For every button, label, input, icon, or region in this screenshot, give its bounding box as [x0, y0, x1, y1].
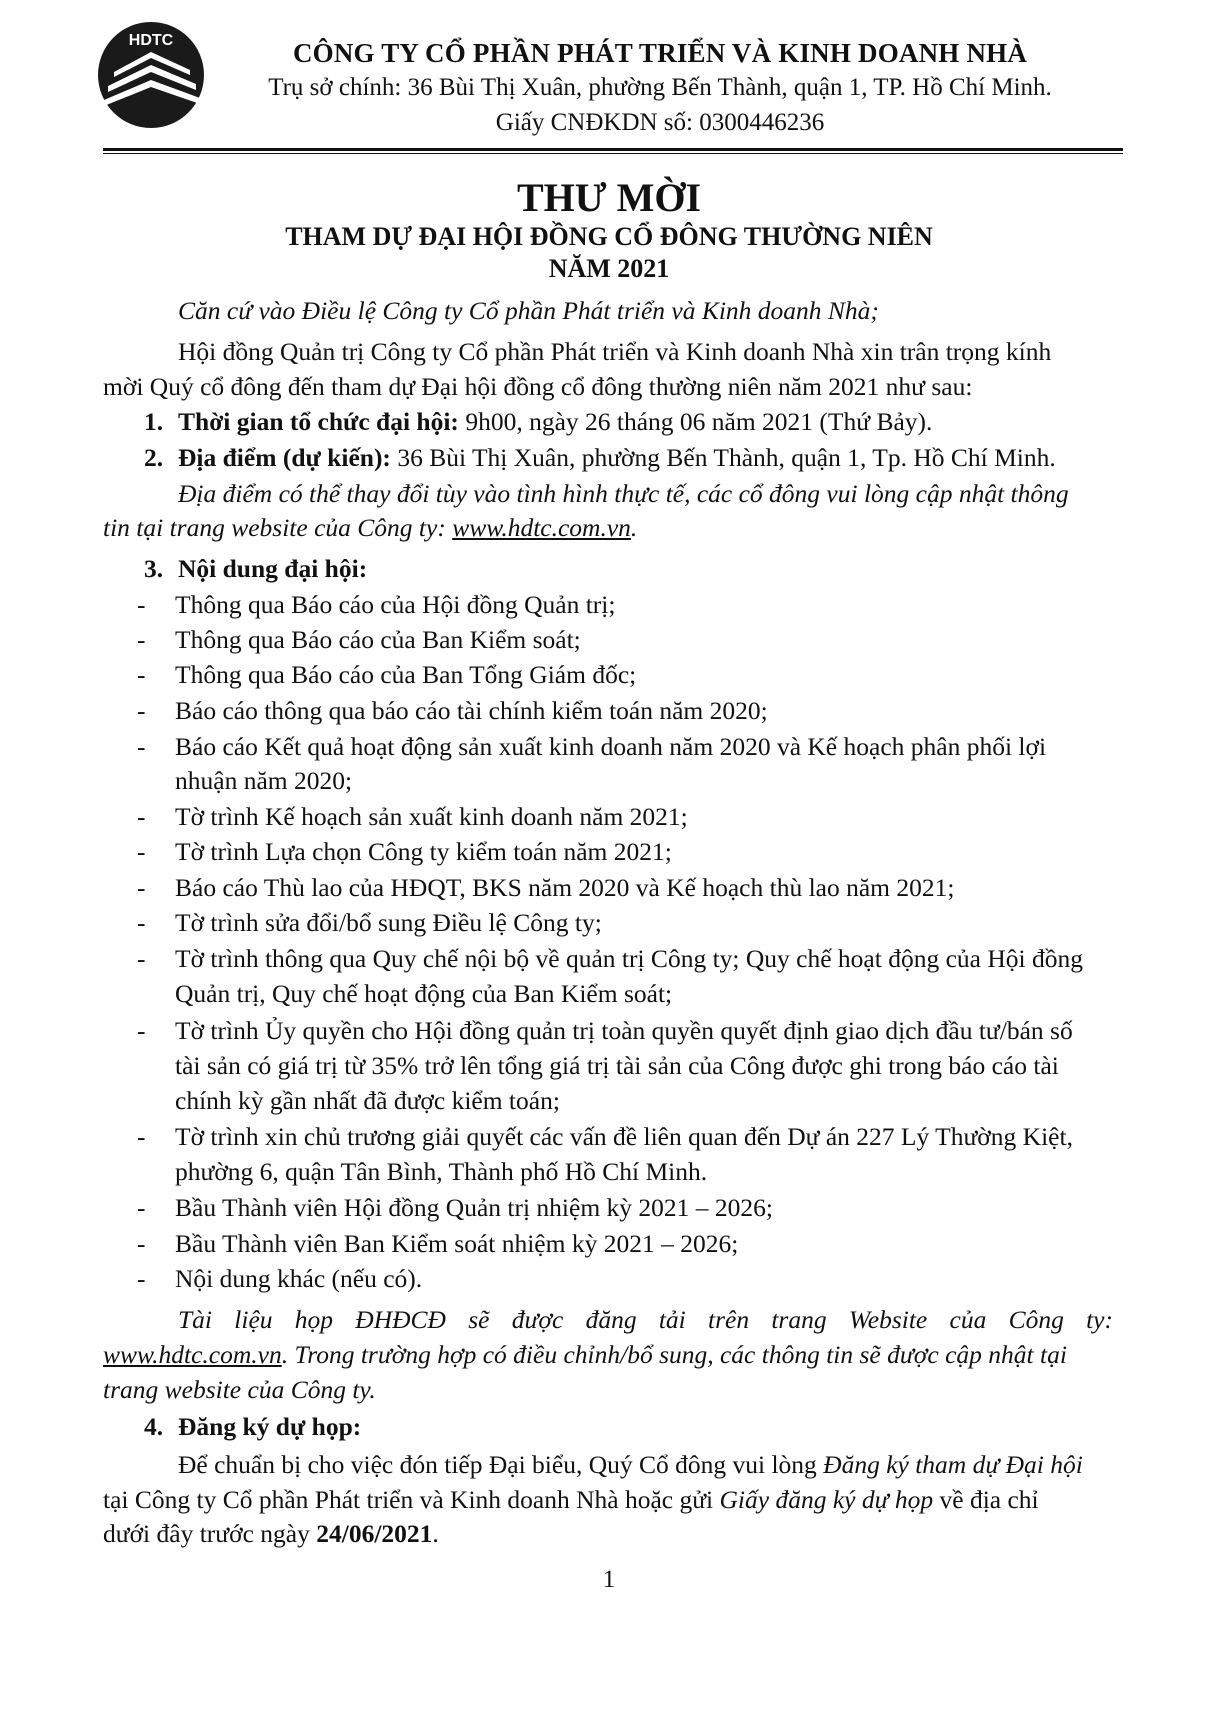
venue-note-line-2: tin tại trang website của Công ty: www.hdtc.com.vn.: [103, 513, 638, 542]
agenda-item-cont: Quản trị, Quy chế hoạt động của Ban Kiểm soát;: [175, 979, 673, 1008]
agenda-item: Thông qua Báo cáo của Ban Tổng Giám đốc;: [175, 660, 637, 689]
agenda-item: Bầu Thành viên Hội đồng Quản trị nhiệm kỳ 2021 – 2026;: [175, 1193, 774, 1222]
agenda-item-cont: chính kỳ gần nhất đã được kiểm toán;: [175, 1086, 560, 1115]
website-link[interactable]: www.hdtc.com.vn: [103, 1340, 282, 1369]
list-dash: -: [137, 696, 146, 725]
list-dash: -: [137, 1016, 146, 1045]
list-dash: -: [137, 660, 146, 689]
section-venue: 2. Địa điểm (dự kiến): 36 Bùi Thị Xuân, phường Bến Thành, quận 1, Tp. Hồ Chí Minh.: [144, 443, 1056, 472]
list-dash: -: [137, 1193, 146, 1222]
documents-note-line-1: Tài liệu họp ĐHĐCĐ sẽ được đăng tải trên trang Website của Công ty:: [178, 1305, 1113, 1334]
list-dash: -: [137, 837, 146, 866]
registration-line-3: dưới đây trước ngày 24/06/2021.: [103, 1519, 439, 1548]
agenda-item: Tờ trình Kế hoạch sản xuất kinh doanh năm 2021;: [175, 802, 688, 831]
registration-line-1: Để chuẩn bị cho việc đón tiếp Đại biểu, Quý Cổ đông vui lòng Đăng ký tham dự Đại hội: [178, 1450, 1083, 1479]
section-time: 1. Thời gian tổ chức đại hội: 9h00, ngày 26 tháng 06 năm 2021 (Thứ Bảy).: [144, 407, 933, 436]
venue-note-line-1: Địa điểm có thể thay đổi tùy vào tình hình thực tế, các cổ đông vui lòng cập nhật thông: [178, 479, 1069, 508]
list-dash: -: [137, 590, 146, 619]
agenda-item-cont: nhuận năm 2020;: [175, 766, 353, 795]
header-divider-thin: [103, 153, 1123, 154]
list-dash: -: [137, 944, 146, 973]
legal-basis: Căn cứ vào Điều lệ Công ty Cổ phần Phát triển và Kinh doanh Nhà;: [178, 296, 879, 325]
section-venue-label: Địa điểm (dự kiến):: [178, 443, 391, 472]
invitation-line-2: mời Quý cổ đông đến tham dự Đại hội đồng cổ đông thường niên năm 2021 như sau:: [103, 372, 973, 401]
agenda-item: Nội dung khác (nếu có).: [175, 1264, 423, 1293]
agenda-item: Tờ trình thông qua Quy chế nội bộ về quản trị Công ty; Quy chế hoạt động của Hội đồng: [175, 944, 1083, 973]
section-time-value: 9h00, ngày 26 tháng 06 năm 2021 (Thứ Bảy).: [458, 407, 933, 436]
letter-year: NĂM 2021: [548, 254, 670, 283]
list-dash: -: [137, 732, 146, 761]
agenda-item-cont: tài sản có giá trị từ 35% trở lên tổng giá trị tài sản của Công được ghi trong báo cáo tài: [175, 1051, 1059, 1080]
list-dash: -: [137, 1229, 146, 1258]
company-address: Trụ sở chính: 36 Bùi Thị Xuân, phường Bến Thành, quận 1, TP. Hồ Chí Minh.: [268, 74, 1052, 101]
list-dash: -: [137, 1122, 146, 1151]
list-dash: -: [137, 908, 146, 937]
website-link[interactable]: www.hdtc.com.vn: [452, 513, 631, 542]
company-registration: Giấy CNĐKDN số: 0300446236: [495, 109, 825, 136]
agenda-item: Thông qua Báo cáo của Ban Kiểm soát;: [175, 625, 581, 654]
company-name: CÔNG TY CỔ PHẦN PHÁT TRIỂN VÀ KINH DOANH NHÀ: [292, 38, 1028, 68]
page-number: 1: [602, 1566, 616, 1593]
list-dash: -: [137, 1264, 146, 1293]
agenda-item: Báo cáo thông qua báo cáo tài chính kiểm toán năm 2020;: [175, 696, 768, 725]
list-dash: -: [137, 873, 146, 902]
registration-line-2: tại Công ty Cổ phần Phát triển và Kinh doanh Nhà hoặc gửi Giấy đăng ký dự họp về địa chỉ: [103, 1485, 1039, 1514]
letter-subtitle: THAM DỰ ĐẠI HỘI ĐỒNG CỔ ĐÔNG THƯỜNG NIÊN: [285, 222, 933, 251]
agenda-item: Tờ trình Ủy quyền cho Hội đồng quản trị toàn quyền quyết định giao dịch đầu tư/bán số: [175, 1016, 1073, 1045]
documents-note-line-2: www.hdtc.com.vn. Trong trường hợp có điều chỉnh/bổ sung, các thông tin sẽ được cập nhật tại: [103, 1340, 1067, 1369]
agenda-item-cont: phường 6, quận Tân Bình, Thành phố Hồ Chí Minh.: [175, 1157, 708, 1186]
agenda-item: Bầu Thành viên Ban Kiểm soát nhiệm kỳ 2021 – 2026;: [175, 1229, 739, 1258]
header-divider: [103, 148, 1123, 151]
company-logo: [96, 20, 206, 130]
section-registration: 4. Đăng ký dự họp:: [144, 1412, 362, 1441]
agenda-item: Tờ trình xin chủ trương giải quyết các vấn đề liên quan đến Dự án 227 Lý Thường Kiệt,: [175, 1122, 1073, 1151]
company-header: [220, 36, 1100, 140]
agenda-item: Tờ trình Lựa chọn Công ty kiểm toán năm 2021;: [175, 837, 672, 866]
section-registration-label: Đăng ký dự họp:: [178, 1412, 362, 1441]
agenda-item: Báo cáo Thù lao của HĐQT, BKS năm 2020 và Kế hoạch thù lao năm 2021;: [175, 873, 955, 902]
letter-title: THƯ MỜI: [516, 175, 702, 220]
hdtc-logo-icon: [96, 20, 206, 130]
svg-text:HDTC: HDTC: [128, 32, 174, 49]
agenda-item: Báo cáo Kết quả hoạt động sản xuất kinh doanh năm 2020 và Kế hoạch phân phối lợi: [175, 732, 1047, 761]
section-agenda-label: Nội dung đại hội:: [178, 554, 368, 583]
section-venue-value: 36 Bùi Thị Xuân, phường Bến Thành, quận 1, Tp. Hồ Chí Minh.: [390, 443, 1056, 472]
invitation-line-1: Hội đồng Quản trị Công ty Cổ phần Phát triển và Kinh doanh Nhà xin trân trọng kính: [178, 337, 1052, 366]
documents-note-line-3: trang website của Công ty.: [103, 1375, 376, 1404]
section-time-label: Thời gian tổ chức đại hội:: [178, 407, 459, 436]
agenda-item: Thông qua Báo cáo của Hội đồng Quản trị;: [175, 590, 616, 619]
section-agenda: 3. Nội dung đại hội:: [144, 554, 368, 583]
list-dash: -: [137, 625, 146, 654]
registration-deadline: 24/06/2021: [316, 1519, 433, 1548]
list-dash: -: [137, 802, 146, 831]
agenda-item: Tờ trình sửa đổi/bổ sung Điều lệ Công ty;: [175, 908, 602, 937]
